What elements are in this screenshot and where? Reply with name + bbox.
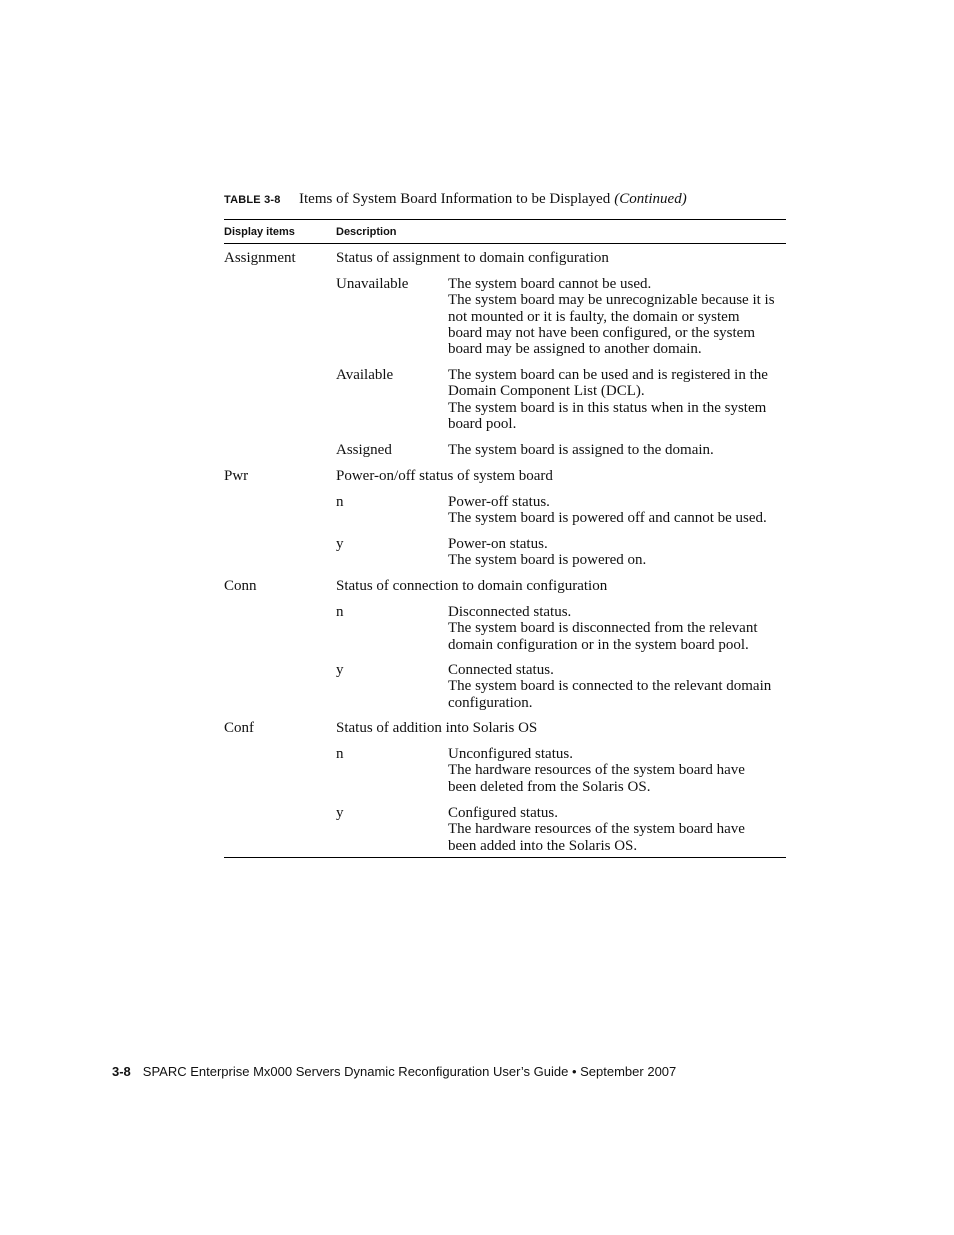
description-line: The system board is powered off and cannot be used. — [448, 510, 767, 527]
table-title: Items of System Board Information to be Displayed — [299, 191, 611, 207]
description-line: The system board is assigned to the domain. — [448, 442, 714, 458]
description-line: The system board is disconnected from the relevant — [448, 620, 758, 637]
description — [336, 578, 607, 594]
status-value: Unavailable — [336, 276, 409, 292]
description-line: domain configuration or in the system board pool. — [448, 636, 749, 653]
status-value: y — [336, 662, 344, 678]
description — [448, 536, 786, 569]
display-item: Pwr — [224, 468, 249, 484]
status-value: n — [336, 494, 344, 510]
description — [448, 367, 786, 432]
description-line: Power-off status. — [448, 494, 550, 510]
description-line: Connected status. — [448, 662, 554, 678]
status-value: Available — [336, 367, 394, 383]
description-line: Status of addition into Solaris OS — [336, 720, 538, 736]
table-caption — [224, 190, 794, 208]
table-bottom-rule — [224, 857, 786, 858]
description — [336, 468, 553, 484]
header-display-items: Display items — [224, 226, 295, 238]
description-line: board pool. — [448, 415, 517, 432]
description-line: Status of assignment to domain configuration — [336, 250, 609, 266]
page-number: 3-8 — [112, 1064, 131, 1079]
description — [448, 662, 786, 711]
status-value: y — [336, 536, 344, 552]
description — [448, 276, 786, 357]
table-continued-note: (Continued) — [614, 191, 687, 207]
status-value: n — [336, 746, 344, 762]
table-header — [224, 226, 786, 240]
description-line: The hardware resources of the system board have — [448, 762, 745, 779]
description-line: not mounted or it is faulty, the domain or system — [448, 308, 740, 325]
table-header-rule — [224, 243, 786, 244]
description-line: Disconnected status. — [448, 604, 572, 620]
description — [336, 720, 537, 736]
description-line: The system board is connected to the relevant domain — [448, 678, 772, 695]
description — [448, 604, 786, 653]
description-line: Domain Component List (DCL). — [448, 383, 645, 400]
table-number: TABLE 3-8 — [224, 194, 281, 206]
description — [448, 442, 786, 458]
description-line: Power-on status. — [448, 536, 548, 552]
status-value: n — [336, 604, 344, 620]
description — [448, 805, 786, 854]
description — [448, 494, 786, 527]
description-line: been added into the Solaris OS. — [448, 837, 638, 854]
status-value: Assigned — [336, 442, 392, 458]
description-line: board may be assigned to another domain. — [448, 341, 702, 358]
table-top-rule — [224, 219, 786, 220]
description-line: board may not have been configured, or the system — [448, 324, 755, 341]
description-line: Configured status. — [448, 805, 558, 821]
description-line: Unconfigured status. — [448, 746, 573, 762]
description-line: The system board can be used and is registered in the — [448, 367, 768, 383]
description-line: The system board may be unrecognizable because it is — [448, 292, 775, 309]
header-description: Description — [336, 226, 397, 238]
display-item: Assignment — [224, 250, 296, 266]
description-line: The system board is in this status when in the system — [448, 399, 767, 416]
description-line: The system board cannot be used. — [448, 276, 652, 292]
description-line: The hardware resources of the system board have — [448, 821, 745, 838]
display-item: Conf — [224, 720, 254, 736]
description-line: configuration. — [448, 694, 533, 711]
description-line: Status of connection to domain configuration — [336, 578, 608, 594]
description-line: The system board is powered on. — [448, 552, 647, 569]
description-line: been deleted from the Solaris OS. — [448, 778, 651, 795]
footer-text: SPARC Enterprise Mx000 Servers Dynamic Reconfiguration User’s Guide • September 2007 — [142, 1064, 677, 1079]
description — [448, 746, 786, 795]
status-value: y — [336, 805, 344, 821]
description-line: Power-on/off status of system board — [336, 468, 553, 484]
display-item: Conn — [224, 578, 257, 594]
page-footer — [112, 1064, 676, 1079]
description — [336, 250, 609, 266]
